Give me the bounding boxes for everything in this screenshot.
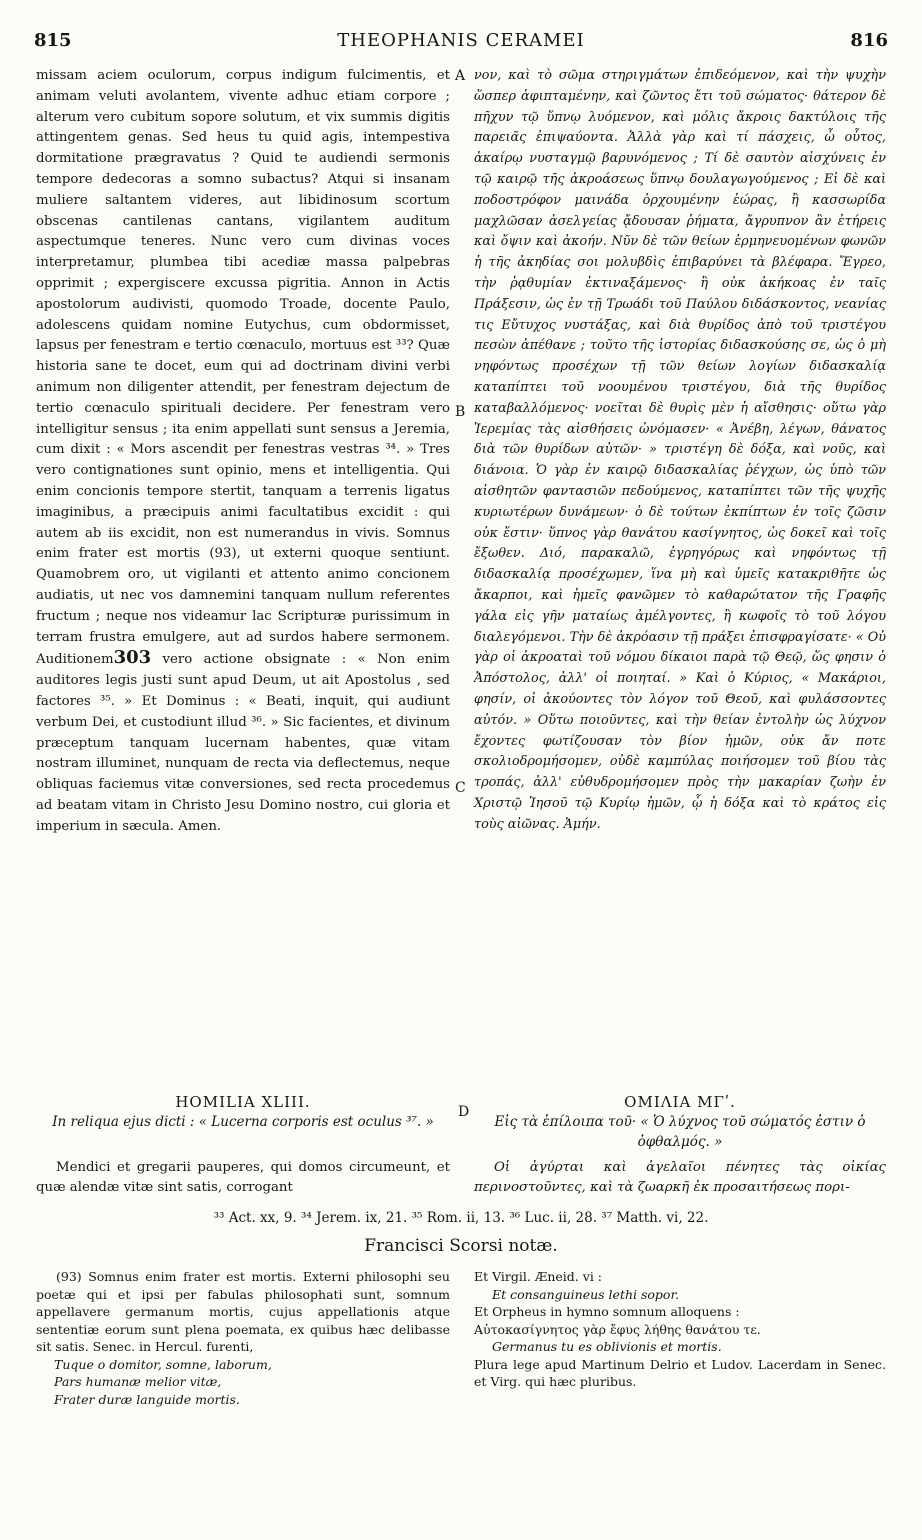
- margin-marker-d: D: [458, 1104, 470, 1120]
- notes-right-column: [474, 1268, 886, 1391]
- column-number-left: 815: [34, 30, 72, 51]
- greek-verse-line: Αὐτοκασίγνητος γὰρ ἔφυς λήθης θανάτου τε.: [474, 1321, 761, 1337]
- homily-latin-title: HOMILIA XLIII.: [175, 1093, 311, 1111]
- note-line: Et Virgil. Æneid. vi :: [474, 1269, 602, 1284]
- column-number-right: 816: [850, 30, 888, 51]
- homily-greek-subtitle: Εἰς τὰ ἐπίλοιπα τοῦ· « Ὁ λύχνος τοῦ σώματός ἐστιν ὁ ὀφθαλμός. »: [494, 1114, 866, 1150]
- note-line: Plura lege apud Martinum Delrio et Ludov. Lacerdam in Senec. et Virg. qui hæc pluribus.: [474, 1356, 886, 1389]
- verse-line: Et consanguineus lethi sopor.: [492, 1286, 680, 1302]
- homily-latin-subtitle: In reliqua ejus dicti : « Lucerna corporis est oculus ³⁷. »: [52, 1114, 434, 1130]
- greek-paragraph: νον, καὶ τὸ σῶμα στηριγμάτων ἐπιδεόμενον, καὶ τὴν ψυχὴν ὥσπερ ἀφιπταμένην, καὶ ζῶντος ἔτι τοῦ σώματος· θάτερον δὲ πῆχυν τῷ ὕπνῳ λυόμενον, καὶ μόλις ἄκροις δακτύλοις τῆς παρειᾶς ἐπιψαύοντα. Ἀλλὰ γὰρ καὶ τί πάσχεις, ὦ οὗτος, ἀκαίρῳ νυσταγμῷ βαρυνόμενος ; Τί δὲ σαυτὸν αἰσχύνεις ἐν τῷ καιρῷ τῆς ἀκροάσεως ὕπνῳ δουλαγωγούμενος ; Εἰ δὲ καὶ ποδοστρόφον μαινάδα ὀρχουμένην ἑώρας, ἢ κασσωρίδα μαχλῶσαν ἀσελγείας ᾄδουσαν ῥήματα, ἄγρυπνον ἂν ἐτήρεις καὶ ὄψιν καὶ ἀκοήν. Νῦν δὲ τῶν θείων ἑρμηνευομένων φωνῶν ἡ τῆς ἀκηδίας σοι μολυβδὶς ἐπιβαρύνει τὰ βλέφαρα. Ἔγρεο, τὴν ῥᾳθυμίαν ἐκτιναξάμενος· ἢ οὐκ ἀκήκοας ἐν ταῖς Πράξεσιν, ὡς ἐν τῇ Τρωάδι τοῦ Παύλου διδάσκοντος, νεανίας τις Εὔτυχος νυστάξας, καὶ διὰ θυρίδος ἀπὸ τοῦ τριστέγου πεσὼν ἀπέθανε ; τοῦτο τῆς ἱστορίας διδασκούσης σε, ὡς ὁ μὴ νηφόντως προσέχων τῇ τῶν θείων λογίων διδασκαλίᾳ καταπίπτει τοῦ νοουμένου τριστέγου, διὰ τῆς θυρίδος καταβαλλόμενος· νοεῖται δὲ θυρὶς μὲν ἡ αἴσθησις· οὕτω γὰρ Ἱερεμίας τὰς αἰσθήσεις ὠνόμασεν· « Ἀνέβη, λέγων, θάνατος διὰ τῶν θυρίδων αὐτῶν· » τριστέγη δὲ δόξα, καὶ νοῦς, καὶ διάνοια. Ὁ γὰρ ἐν καιρῷ διδασκαλίας ῥέγχων, ὡς ὑπὸ τῶν αἰσθητῶν φαντασιῶν πεδούμενος, καταπίπτει τῶν τῆς ψυχῆς κυριωτέρων δυνάμεων· ὁ δὲ τούτων ἐκπίπτων ἐν τοῖς ζῶσιν οὐκ ἔστιν· ὕπνος γὰρ θανάτου κασίγνητος, ὡς δοκεῖ καὶ τοῖς ἔξωθεν. Διό, παρακαλῶ, ἐγρηγόρως καὶ νηφόντως τῇ διδασκαλίᾳ προσέχωμεν, ἵνα μὴ καὶ ὑμεῖς κατακριθῆτε ὡς ἄκαρποι, καὶ ἡμεῖς φανῶμεν τὸ καθαρώτατον τῆς Γραφῆς γάλα εἰς γῆν ματαίως ἀμέλγοντες, ἢ κωφοῖς τὸ τοῦ λόγου διαλεγόμενοι. Τὴν δὲ ἀκρόασιν τῇ πράξει ἐπισφραγίσατε· « Οὐ γὰρ οἱ ἀκροαταὶ τοῦ νόμου δίκαιοι παρὰ τῷ Θεῷ, ὥς φησιν ὁ Ἀπόστολος, ἀλλ' οἱ ποιηταί. » Καὶ ὁ Κύριος, « Μακάριοι, φησίν, οἱ ἀκούοντες τὸν λόγον τοῦ Θεοῦ, καὶ φυλάσσοντες αὐτόν. » Οὕτω ποιοῦντες, καὶ τὴν θείαν ἐντολὴν ὡς λύχνον ἔχοντες φωτίζουσαν τὸν βίον ἡμῶν, οὐκ ἄν ποτε σκολιοδρομήσομεν, οὐδὲ καμπύλας ποιήσομεν τοῦ βίου τὰς τροπάς, ἀλλ' εὐθυδρομήσομεν πρὸς τὴν μακαρίαν ζωὴν ἐν Χριστῷ Ἰησοῦ τῷ Κυρίῳ ἡμῶν, ᾧ ἡ δόξα καὶ τὸ κράτος εἰς τοὺς αἰῶνας. Ἀμήν.: [474, 68, 886, 832]
- verse-line: Germanus tu es oblivionis et mortis.: [492, 1339, 722, 1354]
- verse-line: Tuque o domitor, somne, laborum,: [54, 1356, 272, 1372]
- note-93: (93) Somnus enim frater est mortis. Externi philosophi seu poetæ qui et ipsi per fabulas philosophati sunt, somnum appellavere germanum mortis, cujus appellationis atque sententiæ eorum sunt plena poemata, ex quibus hæc delibasse sit satis. Senec. in Hercul. furenti,: [36, 1269, 450, 1354]
- notes-left-column: [36, 1268, 450, 1408]
- note-line: Et Orpheus in hymno somnum alloquens :: [474, 1304, 740, 1319]
- latin-column: [36, 66, 450, 837]
- homily-greek-heading: [474, 1092, 886, 1152]
- homily-greek-title: ΟΜΙΛΙΑ ΜΓʹ.: [624, 1093, 736, 1111]
- footnotes: ³³ Act. xx, 9. ³⁴ Jerem. ix, 21. ³⁵ Rom. ii, 13. ³⁶ Luc. ii, 28. ³⁷ Matth. vi, 22.: [213, 1210, 709, 1226]
- margin-marker-b: B: [455, 404, 466, 420]
- latin-text: missam aciem oculorum, corpus indigum fulcimentis, et animam veluti avolantem, vivente adhuc etiam corpore ; alterum vero cubitum sopore solutum, et vix summis digitis attingentem genas. Sed heus tu quid agis, intempestiva dormitatione prægravatus ? Quid te audiendi sermonis tempore dedecoras a somno subactus? Atqui si insanam muliere saltantem videres, aut libidinosum scortum obscenas cantilenas cantans, vigilantem auditum aspectumque teneres. Nunc vero cum divinas voces interpretamur, plumbea tibi acediæ massa palpebras opprimit ; expergiscere excussa pigritia. Annon in Actis apostolorum audivisti, quomodo Troade, docente Paulo, adolescens quidam nomine Eutychus, cum obdormisset, lapsus per fenestram e tertio cœnaculo, mortuus est ³³? Quæ historia sane te docet, eum qui ad doctrinam divini verbi animum non diligenter attendit, per fenestram dejectum de tertio cœnaculo spirituali decidere. Per fenestram vero intelligitur sensus ; ita enim appellati sunt sensus a Jeremia, cum dixit : « Mors ascendit per fenestras vestras ³⁴. » Tres vero contignationes sunt opinio, mens et intelligentia. Qui enim concionis tempore stertit, tanquam a terrenis ligatus imaginibus, a præcipuis animi facultatibus excidit : qui autem ab iis excidit, non est numerandus in vivis. Somnus enim frater est mortis (93), ut externi quoque sentiunt. Quamobrem oro, ut vigilanti et attento animo concionem audiatis, ut nec vos damnemini tanquam nullum referentes fructum ; neque nos videamur lac Scripturæ purissimum in terram frustra emulgere, aut ad surdos habere sermonem. Auditionem: [36, 68, 450, 668]
- notes-title: Francisci Scorsi notæ.: [364, 1236, 558, 1256]
- homily-latin-heading: [36, 1092, 450, 1132]
- margin-marker-a: A: [455, 68, 466, 84]
- verse-line: Pars humanæ melior vitæ,: [54, 1374, 222, 1389]
- latin-text-continued: vero actione obsignate : « Non enim auditores legis justi sunt apud Deum, ut ait Apostolus , sed factores ³⁵. » Et Dominus : « Beati, inquit, qui audiunt verbum Dei, et custodiunt illud ³⁶. » Sic facientes, et divinum præceptum tanquam lucernam habentes, quæ vitam nostram illuminet, nunquam de recta via deflectemus, neque obliquas faciemus vitæ conversiones, sed recta procedemus ad beatam vitam in Christo Jesu Domino nostro, cui gloria et imperium in sæcula. Amen.: [36, 652, 450, 834]
- homily-latin-text: Mendici et gregarii pauperes, qui domos circumeunt, et quæ alendæ vitæ sint satis, corrogant: [36, 1160, 450, 1195]
- running-title: THEOPHANIS CERAMEI: [337, 30, 585, 51]
- greek-column: [474, 66, 886, 835]
- page-header: [34, 30, 888, 56]
- homily-greek-text: Οἱ ἀγύρται καὶ ἀγελαῖοι πένητες τὰς οἰκίας περινοστοῦντες, καὶ τὰ ζωαρκῆ ἐκ προσαιτήσεως πορι-: [474, 1160, 886, 1195]
- page-number: 303: [113, 647, 152, 669]
- verse-line: Frater duræ languide mortis.: [54, 1391, 240, 1407]
- margin-marker-c: C: [455, 780, 466, 796]
- latin-paragraph: [36, 66, 450, 837]
